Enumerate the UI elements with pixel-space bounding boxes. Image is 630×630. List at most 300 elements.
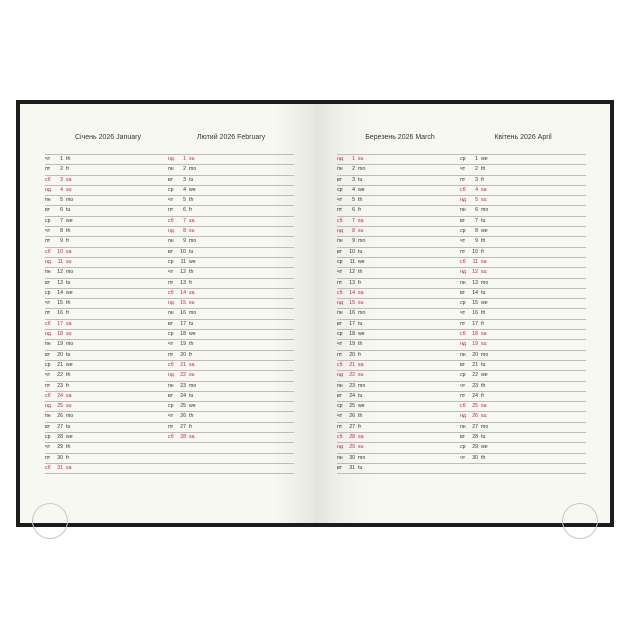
day-row — [460, 370, 586, 380]
weekday-en-label: su — [189, 228, 195, 235]
day-row — [168, 185, 294, 195]
month-column-february — [168, 154, 294, 484]
day-row — [460, 360, 586, 370]
weekday-en-label: su — [66, 331, 72, 338]
weekday-label: чт — [460, 454, 466, 461]
day-row — [168, 164, 294, 174]
day-number: 8 — [183, 228, 186, 235]
weekday-label: пн — [45, 197, 51, 204]
day-row — [337, 473, 463, 483]
weekday-label: пн — [168, 310, 174, 317]
weekday-en-label: we — [189, 186, 196, 193]
day-row — [460, 453, 586, 463]
day-number: 2 — [183, 166, 186, 173]
month-title-april: Квітень 2026 April — [494, 134, 552, 141]
day-number: 6 — [183, 207, 186, 214]
weekday-en-label: su — [481, 269, 487, 276]
day-number: 29 — [349, 444, 355, 451]
weekday-en-label: mo — [358, 454, 366, 461]
weekday-en-label: sa — [66, 176, 72, 183]
weekday-label: чт — [168, 413, 174, 420]
weekday-label: пн — [460, 207, 466, 214]
weekday-label: сб — [460, 186, 466, 193]
day-row — [460, 257, 586, 267]
weekday-label: нд — [45, 186, 51, 193]
weekday-en-label: th — [189, 197, 194, 204]
day-number: 27 — [472, 423, 478, 430]
weekday-label: пн — [168, 382, 174, 389]
weekday-en-label: tu — [481, 434, 486, 441]
day-row — [45, 154, 171, 164]
day-number: 16 — [349, 310, 355, 317]
weekday-en-label: sa — [358, 434, 364, 441]
day-row — [168, 401, 294, 411]
weekday-en-label: fr — [358, 279, 362, 286]
day-number: 5 — [475, 197, 478, 204]
day-number: 18 — [57, 331, 63, 338]
day-row — [460, 267, 586, 277]
day-row — [168, 257, 294, 267]
weekday-en-label: tu — [358, 464, 363, 471]
day-number: 5 — [183, 197, 186, 204]
day-row — [460, 308, 586, 318]
weekday-label: чт — [45, 228, 51, 235]
day-number: 9 — [60, 238, 63, 245]
day-number: 14 — [472, 289, 478, 296]
day-number: 12 — [180, 269, 186, 276]
day-row — [337, 432, 466, 442]
weekday-en-label: fr — [358, 351, 362, 358]
weekday-label: вт — [460, 217, 466, 224]
day-row — [168, 175, 294, 185]
weekday-label: пн — [337, 382, 343, 389]
weekday-en-label: tu — [358, 176, 363, 183]
day-row — [337, 257, 463, 267]
weekday-label: чт — [168, 269, 174, 276]
day-row — [168, 216, 294, 226]
day-row — [337, 185, 463, 195]
day-number: 11 — [349, 258, 355, 265]
day-number: 27 — [57, 423, 63, 430]
day-number: 27 — [349, 423, 355, 430]
weekday-label: нд — [45, 258, 51, 265]
corner-decoration — [32, 503, 68, 539]
day-number: 12 — [472, 269, 478, 276]
weekday-label: чт — [168, 341, 174, 348]
weekday-label: нд — [168, 372, 174, 379]
day-number: 20 — [349, 351, 355, 358]
day-row — [337, 247, 466, 257]
weekday-en-label: th — [481, 238, 486, 245]
day-row — [337, 154, 466, 164]
day-number: 10 — [180, 248, 186, 255]
day-row — [337, 453, 466, 463]
day-number: 3 — [60, 176, 63, 183]
day-row — [337, 391, 466, 401]
weekday-label: вт — [168, 248, 174, 255]
weekday-label: сб — [168, 289, 174, 296]
day-number: 22 — [180, 372, 186, 379]
day-number: 23 — [57, 382, 63, 389]
day-number: 26 — [349, 413, 355, 420]
weekday-label: пт — [168, 207, 174, 214]
weekday-en-label: th — [481, 382, 486, 389]
weekday-en-label: fr — [66, 310, 70, 317]
day-number: 2 — [475, 166, 478, 173]
weekday-label: сб — [460, 258, 466, 265]
day-number: 30 — [349, 454, 355, 461]
day-row — [45, 360, 171, 370]
day-number: 14 — [349, 289, 355, 296]
weekday-label: ср — [337, 403, 343, 410]
weekday-label: ср — [460, 300, 466, 307]
weekday-label: пн — [45, 413, 51, 420]
weekday-en-label: fr — [481, 176, 485, 183]
day-number: 26 — [57, 413, 63, 420]
day-row — [460, 195, 586, 205]
weekday-label: пн — [337, 166, 343, 173]
day-number: 19 — [349, 341, 355, 348]
weekday-en-label: tu — [66, 279, 71, 286]
weekday-en-label: tu — [358, 320, 363, 327]
day-number: 24 — [57, 392, 63, 399]
weekday-en-label: su — [358, 228, 364, 235]
day-number: 8 — [352, 228, 355, 235]
weekday-label: ср — [337, 331, 343, 338]
month-column-march — [337, 154, 466, 484]
day-number: 8 — [60, 228, 63, 235]
day-row — [460, 329, 586, 339]
weekday-en-label: mo — [481, 207, 489, 214]
weekday-label: нд — [45, 403, 51, 410]
weekday-label: вт — [337, 464, 343, 471]
weekday-label: нд — [45, 331, 51, 338]
day-row — [45, 288, 171, 298]
weekday-label: вт — [168, 320, 174, 327]
weekday-en-label: th — [66, 300, 71, 307]
day-number: 22 — [57, 372, 63, 379]
month-title-january: Січень 2026 January — [74, 134, 142, 141]
day-number: 12 — [57, 269, 63, 276]
day-number: 19 — [472, 341, 478, 348]
day-number: 6 — [475, 207, 478, 214]
day-row — [45, 257, 174, 267]
weekday-label: ср — [45, 361, 51, 368]
day-number: 15 — [57, 300, 63, 307]
day-number: 29 — [472, 444, 478, 451]
day-row — [168, 308, 294, 318]
weekday-label: пт — [168, 279, 174, 286]
day-row — [168, 463, 294, 473]
day-number: 16 — [180, 310, 186, 317]
weekday-label: чт — [45, 372, 51, 379]
weekday-label: сб — [460, 403, 466, 410]
day-row — [45, 236, 171, 246]
day-number: 6 — [352, 207, 355, 214]
weekday-label: ср — [337, 186, 343, 193]
weekday-label: чт — [460, 310, 466, 317]
day-row — [45, 164, 171, 174]
weekday-en-label: su — [358, 372, 364, 379]
month-title-march: Березень 2026 March — [365, 134, 435, 141]
weekday-en-label: sa — [481, 258, 487, 265]
day-row — [168, 298, 294, 308]
day-row — [460, 247, 586, 257]
day-number: 5 — [60, 197, 63, 204]
weekday-label: пт — [168, 423, 174, 430]
weekday-label: чт — [337, 341, 343, 348]
weekday-en-label: we — [481, 300, 488, 307]
day-number: 7 — [352, 217, 355, 224]
weekday-label: сб — [168, 361, 174, 368]
day-row — [168, 154, 294, 164]
day-row — [45, 247, 174, 257]
weekday-label: вт — [460, 434, 466, 441]
day-number: 18 — [472, 331, 478, 338]
weekday-label: нд — [337, 300, 343, 307]
weekday-en-label: su — [189, 156, 195, 162]
weekday-label: чт — [45, 300, 51, 307]
day-number: 22 — [472, 372, 478, 379]
weekday-label: чт — [168, 197, 174, 204]
day-row — [45, 267, 174, 277]
weekday-label: сб — [337, 289, 343, 296]
weekday-en-label: mo — [189, 310, 197, 317]
weekday-label: пт — [337, 351, 343, 358]
day-row — [45, 453, 171, 463]
day-row — [45, 350, 174, 360]
weekday-en-label: su — [189, 300, 195, 307]
weekday-en-label: mo — [66, 341, 74, 348]
day-row — [168, 329, 294, 339]
weekday-label: чт — [460, 166, 466, 173]
weekday-en-label: tu — [66, 207, 71, 214]
day-row — [337, 411, 463, 421]
weekday-label: ср — [168, 331, 174, 338]
weekday-label: пт — [168, 351, 174, 358]
day-number: 15 — [472, 300, 478, 307]
day-number: 1 — [60, 156, 63, 162]
day-number: 25 — [349, 403, 355, 410]
weekday-en-label: mo — [481, 279, 489, 286]
day-number: 28 — [472, 434, 478, 441]
weekday-en-label: sa — [481, 403, 487, 410]
day-number: 17 — [57, 320, 63, 327]
weekday-label: чт — [460, 382, 466, 389]
weekday-en-label: mo — [481, 423, 489, 430]
weekday-en-label: sa — [66, 464, 72, 471]
weekday-en-label: th — [189, 341, 194, 348]
day-row — [460, 154, 586, 164]
day-row — [460, 411, 586, 421]
month-column-april — [460, 154, 586, 484]
day-number: 1 — [475, 156, 478, 162]
day-number: 1 — [183, 156, 186, 162]
day-number: 20 — [472, 351, 478, 358]
weekday-label: ср — [460, 228, 466, 235]
weekday-label: чт — [337, 413, 343, 420]
weekday-label: сб — [168, 434, 174, 441]
day-row — [168, 381, 294, 391]
weekday-label: пн — [460, 423, 466, 430]
day-row — [337, 308, 466, 318]
day-number: 24 — [472, 392, 478, 399]
weekday-en-label: we — [481, 228, 488, 235]
weekday-label: сб — [337, 434, 343, 441]
weekday-label: сб — [45, 320, 51, 327]
day-number: 23 — [472, 382, 478, 389]
weekday-label: пт — [337, 279, 343, 286]
day-number: 28 — [57, 434, 63, 441]
day-row — [337, 267, 463, 277]
day-number: 9 — [475, 238, 478, 245]
weekday-label: ср — [45, 289, 51, 296]
weekday-en-label: tu — [66, 423, 71, 430]
day-number: 31 — [57, 464, 63, 471]
day-row — [168, 205, 294, 215]
weekday-label: пт — [45, 166, 51, 173]
weekday-en-label: su — [66, 186, 72, 193]
month-title-february: Лютий 2026 February — [196, 134, 266, 141]
weekday-en-label: tu — [189, 392, 194, 399]
day-number: 10 — [57, 248, 63, 255]
weekday-en-label: mo — [66, 197, 74, 204]
day-number: 4 — [352, 186, 355, 193]
weekday-en-label: th — [189, 269, 194, 276]
day-row — [337, 236, 466, 246]
weekday-label: вт — [460, 289, 466, 296]
weekday-en-label: mo — [358, 310, 366, 317]
weekday-en-label: tu — [189, 320, 194, 327]
day-row — [460, 442, 586, 452]
weekday-label: вт — [45, 279, 51, 286]
day-number: 31 — [349, 464, 355, 471]
day-number: 1 — [352, 156, 355, 162]
day-row — [45, 463, 171, 473]
weekday-en-label: we — [66, 289, 73, 296]
day-number: 9 — [352, 238, 355, 245]
weekday-label: сб — [168, 217, 174, 224]
weekday-label: пн — [460, 351, 466, 358]
weekday-label: нд — [460, 413, 466, 420]
day-number: 4 — [183, 186, 186, 193]
day-number: 13 — [180, 279, 186, 286]
weekday-en-label: su — [189, 372, 195, 379]
day-number: 30 — [57, 454, 63, 461]
weekday-label: вт — [45, 423, 51, 430]
day-row — [460, 175, 586, 185]
day-number: 25 — [472, 403, 478, 410]
day-row — [45, 319, 174, 329]
weekday-en-label: we — [66, 361, 73, 368]
weekday-en-label: fr — [189, 423, 193, 430]
day-row — [337, 226, 466, 236]
weekday-label: пт — [337, 423, 343, 430]
weekday-label: сб — [337, 361, 343, 368]
day-row — [460, 463, 586, 473]
day-row — [460, 473, 586, 483]
weekday-en-label: su — [358, 444, 364, 451]
day-number: 19 — [57, 341, 63, 348]
day-row — [45, 308, 171, 318]
weekday-en-label: su — [481, 341, 487, 348]
day-number: 2 — [352, 166, 355, 173]
day-row — [460, 278, 586, 288]
weekday-en-label: fr — [481, 392, 485, 399]
day-row — [168, 473, 294, 483]
day-row — [337, 442, 466, 452]
day-number: 5 — [352, 197, 355, 204]
weekday-en-label: tu — [358, 392, 363, 399]
day-number: 18 — [349, 331, 355, 338]
weekday-en-label: mo — [189, 166, 197, 173]
day-row — [460, 339, 586, 349]
day-number: 2 — [60, 166, 63, 173]
day-number: 22 — [349, 372, 355, 379]
weekday-en-label: su — [66, 258, 72, 265]
day-number: 12 — [349, 269, 355, 276]
day-row — [45, 298, 171, 308]
day-row — [337, 381, 466, 391]
day-row — [460, 298, 586, 308]
weekday-label: пт — [460, 392, 466, 399]
day-number: 6 — [60, 207, 63, 214]
weekday-label: чт — [337, 269, 343, 276]
weekday-en-label: we — [189, 331, 196, 338]
day-row — [168, 278, 294, 288]
weekday-en-label: th — [481, 454, 486, 461]
weekday-label: вт — [337, 248, 343, 255]
weekday-label: нд — [168, 228, 174, 235]
weekday-en-label: sa — [189, 217, 195, 224]
weekday-en-label: we — [358, 403, 365, 410]
weekday-en-label: we — [481, 372, 488, 379]
weekday-en-label: sa — [66, 248, 72, 255]
day-number: 13 — [349, 279, 355, 286]
weekday-en-label: th — [358, 269, 363, 276]
weekday-en-label: fr — [189, 279, 193, 286]
weekday-label: пн — [45, 269, 51, 276]
weekday-en-label: sa — [66, 392, 72, 399]
day-row — [168, 267, 294, 277]
weekday-label: пт — [45, 382, 51, 389]
day-number: 18 — [180, 331, 186, 338]
weekday-en-label: fr — [481, 320, 485, 327]
weekday-label: нд — [337, 156, 343, 162]
day-row — [45, 339, 174, 349]
weekday-label: вт — [168, 176, 174, 183]
weekday-label: чт — [45, 156, 51, 162]
day-row — [45, 422, 174, 432]
weekday-en-label: mo — [358, 166, 366, 173]
weekday-en-label: we — [358, 331, 365, 338]
day-row — [460, 216, 586, 226]
weekday-en-label: mo — [66, 413, 74, 420]
weekday-label: вт — [337, 320, 343, 327]
weekday-en-label: th — [66, 228, 71, 235]
day-row — [460, 288, 586, 298]
day-number: 16 — [57, 310, 63, 317]
day-row — [337, 463, 463, 473]
day-number: 14 — [180, 289, 186, 296]
day-row — [45, 391, 174, 401]
weekday-label: ср — [168, 258, 174, 265]
weekday-en-label: th — [66, 444, 71, 451]
day-row — [168, 339, 294, 349]
day-row — [45, 278, 174, 288]
day-row — [337, 319, 466, 329]
day-number: 27 — [180, 423, 186, 430]
